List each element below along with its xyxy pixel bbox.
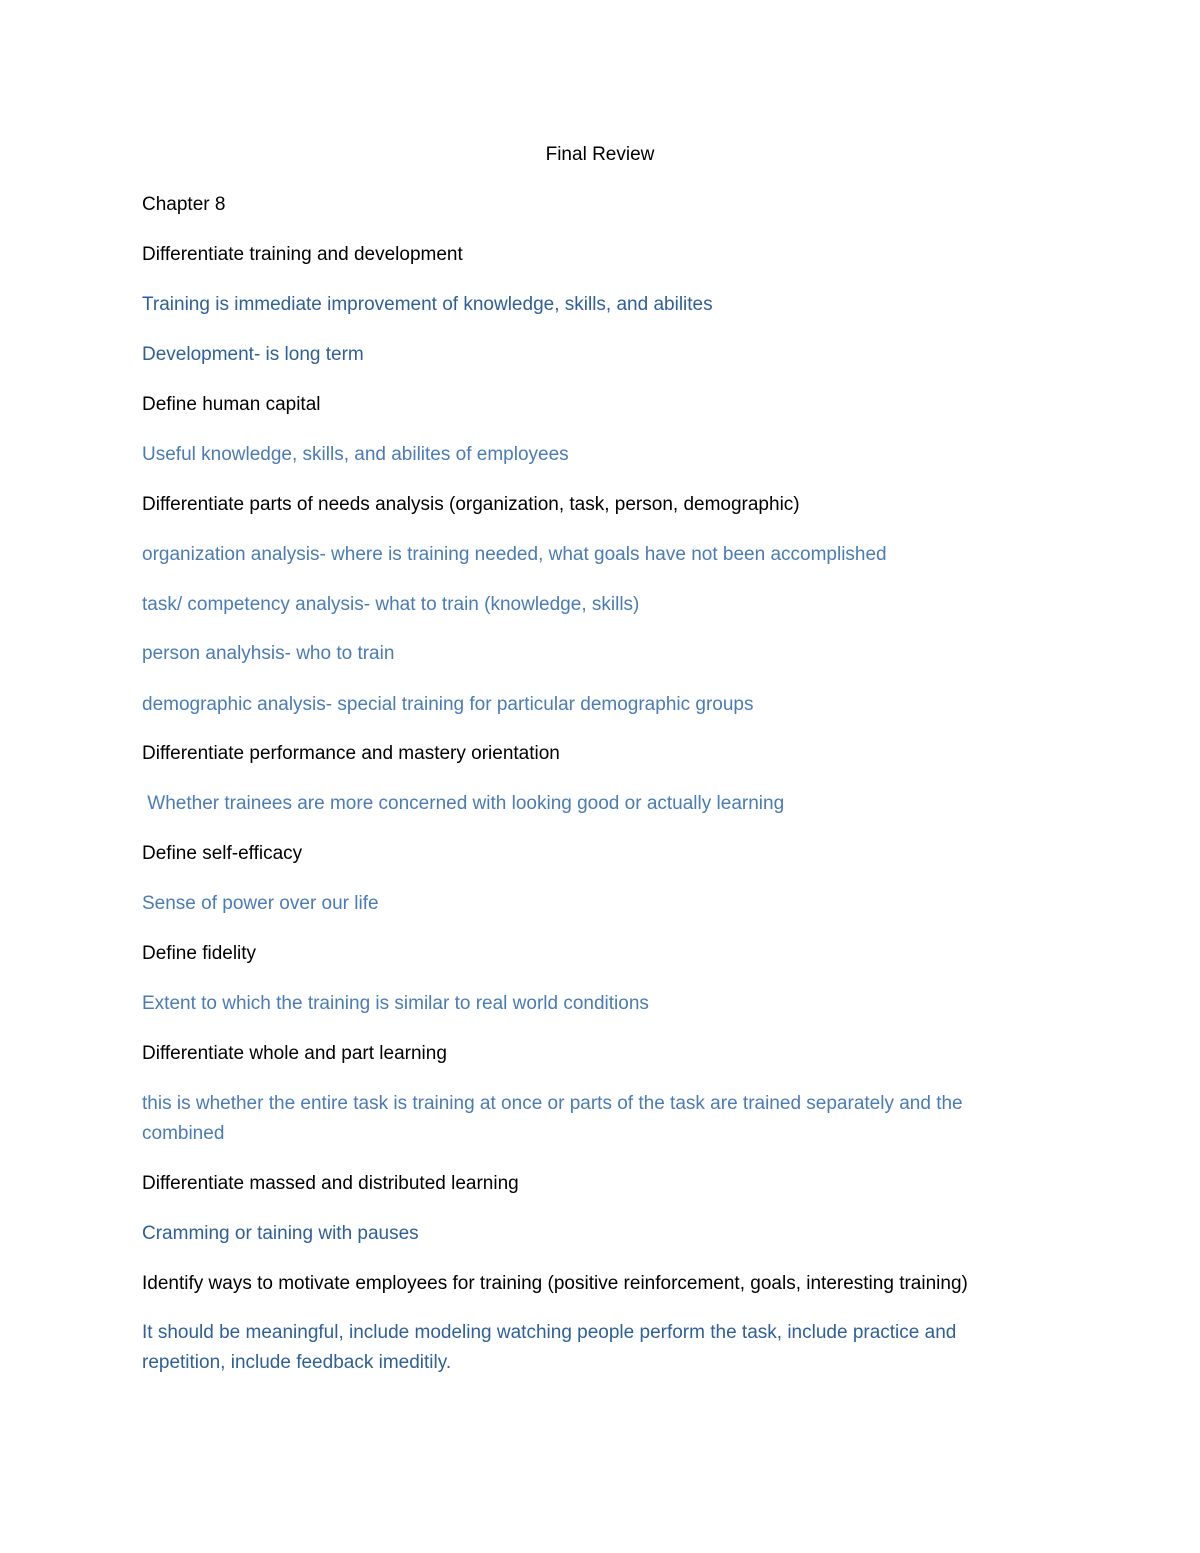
question-motivation: Identify ways to motivate employees for training (positive reinforcement, goals, interesting training) (142, 1273, 968, 1294)
answer-massed-distributed: Cramming or taining with pauses (142, 1223, 419, 1244)
question-fidelity: Define fidelity (142, 943, 257, 964)
question-human-capital: Define human capital (142, 394, 321, 415)
question-needs-analysis: Differentiate parts of needs analysis (organization, task, person, demographic) (142, 494, 800, 515)
answer-training: Training is immediate improvement of knowledge, skills, and abilites (142, 294, 713, 315)
answer-self-efficacy: Sense of power over our life (142, 893, 379, 914)
answer-organization-analysis: organization analysis- where is training needed, what goals have not been accomplished (142, 544, 887, 565)
page-title: Final Review (545, 144, 655, 165)
answer-task-analysis: task/ competency analysis- what to train (knowledge, skills) (142, 594, 640, 615)
answer-human-capital: Useful knowledge, skills, and abilites of employees (142, 444, 569, 465)
answer-development: Development- is long term (142, 344, 364, 365)
answer-motivation: It should be meaningful, include modeling watching people perform the task, include practice and repetition, include feedback imeditily. (142, 1322, 957, 1373)
question-whole-part-learning: Differentiate whole and part learning (142, 1043, 447, 1064)
chapter-heading: Chapter 8 (142, 194, 226, 215)
answer-fidelity: Extent to which the training is similar to real world conditions (142, 993, 649, 1014)
question-self-efficacy: Define self-efficacy (142, 843, 303, 864)
question-orientation: Differentiate performance and mastery orientation (142, 743, 560, 764)
question-massed-distributed: Differentiate massed and distributed learning (142, 1173, 519, 1194)
answer-person-analysis: person analyhsis- who to train (142, 643, 395, 664)
answer-demographic-analysis: demographic analysis- special training for particular demographic groups (142, 694, 754, 715)
answer-whole-part-learning: this is whether the entire task is training at once or parts of the task are trained separately and the combined (142, 1093, 963, 1144)
question-training-development: Differentiate training and development (142, 244, 463, 265)
answer-orientation: Whether trainees are more concerned with looking good or actually learning (142, 793, 785, 814)
